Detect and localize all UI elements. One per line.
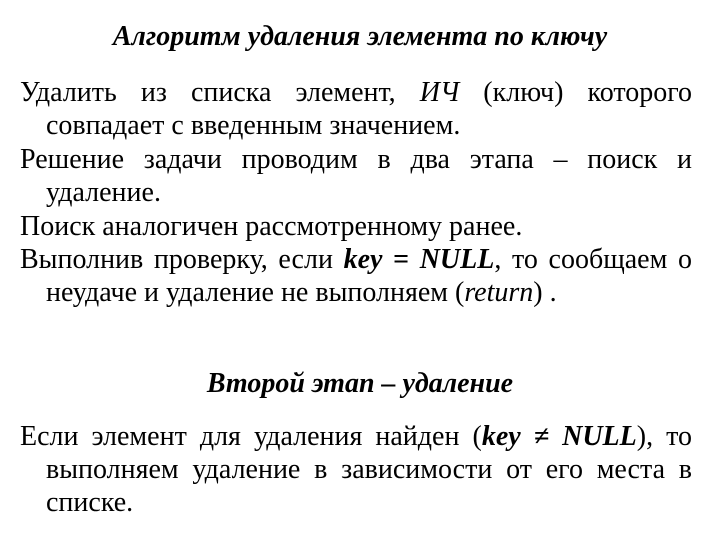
paragraph-delete	[20, 420, 692, 519]
text-segment: (ключ) которого совпадает с введенным значением.	[46, 77, 692, 141]
section-subtitle: Второй этап – удаление	[206, 368, 514, 399]
text-segment: , то сообщаем о неудаче и удаление не выполняем (	[46, 244, 692, 308]
text-segment: Удалить из списка элемент,	[20, 77, 420, 108]
text-segment: Выполнив проверку, если	[20, 244, 344, 275]
text-segment: ), то выполняем удаление в зависимости от его места в списке.	[46, 421, 692, 518]
keyword-return: return	[464, 277, 534, 308]
slide-title: Алгоритм удаления элемента по ключу	[112, 21, 608, 52]
keyword-null: NULL	[562, 421, 637, 452]
keyword-null: NULL	[419, 244, 495, 275]
operator-not-equals: ≠	[520, 421, 563, 452]
abbr-ich: ИЧ	[419, 77, 460, 108]
keyword-key: key	[481, 421, 521, 452]
paragraph-check	[20, 243, 692, 309]
paragraph-task	[20, 76, 692, 142]
text-segment: ) .	[533, 277, 557, 308]
paragraph-search: Поиск аналогичен рассмотренному ранее.	[20, 211, 523, 242]
text-segment: Если элемент для удаления найден (	[20, 421, 482, 452]
keyword-key: key	[343, 244, 383, 275]
operator-equals: =	[382, 244, 420, 275]
paragraph-stages: Решение задачи проводим в два этапа – поиск и удаление.	[20, 144, 692, 208]
